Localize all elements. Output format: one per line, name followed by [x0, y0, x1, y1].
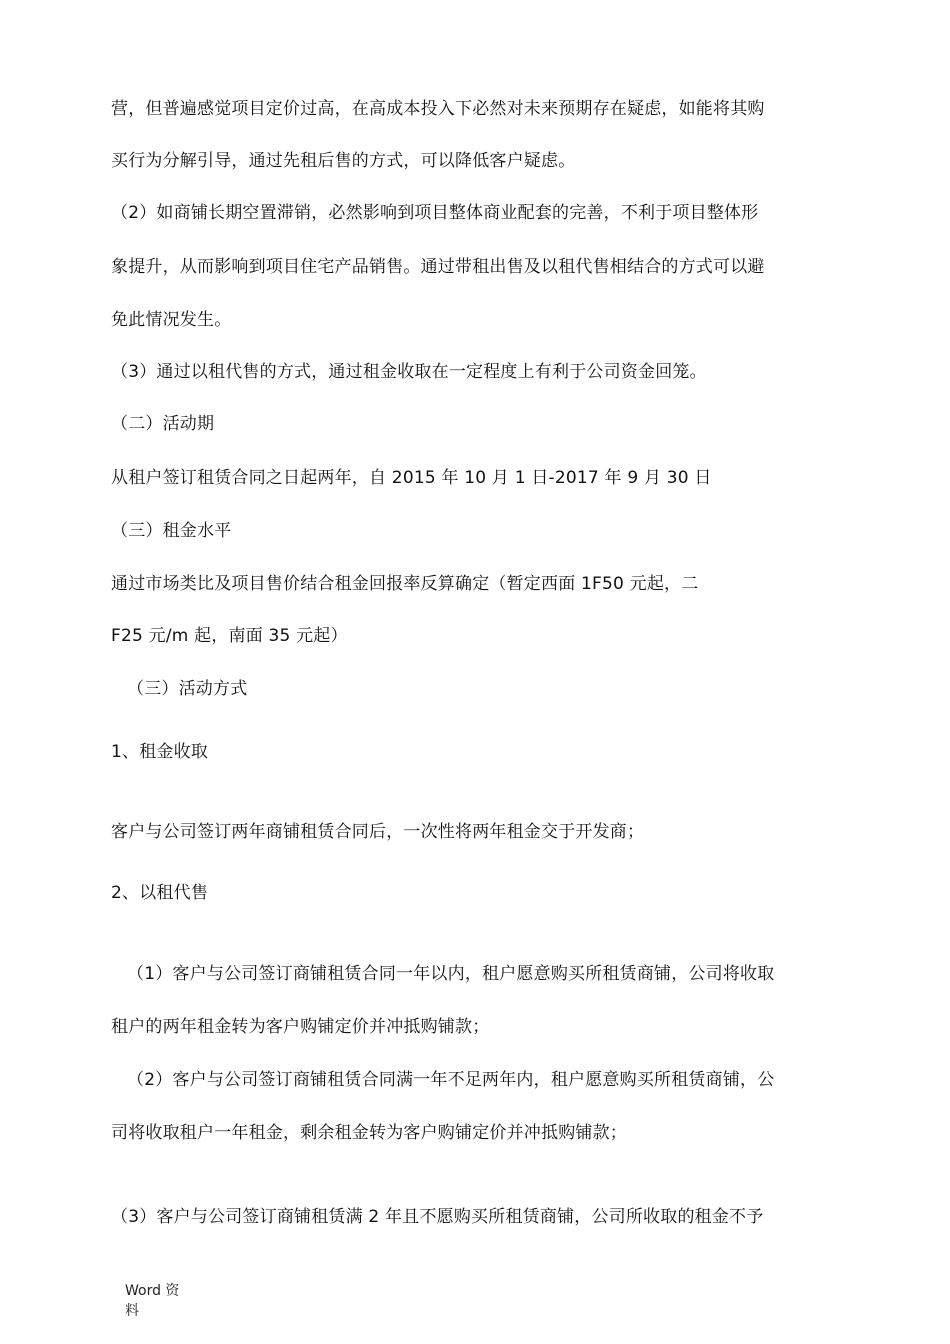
- paragraph-line: 通过市场类比及项目售价结合租金回报率反算确定（暂定西面 1F50 元起，二: [111, 574, 699, 594]
- subsection-heading: 2、以租代售: [111, 883, 209, 903]
- paragraph-line: 客户与公司签订两年商铺租赁合同后，一次性将两年租金交于开发商；: [111, 822, 645, 842]
- paragraph-line: （1）客户与公司签订商铺租赁合同一年以内，租户愿意购买所租赁商铺，公司将收取: [127, 964, 775, 984]
- paragraph-line: （2）如商铺长期空置滞销，必然影响到项目整体商业配套的完善，不利于项目整体形: [111, 203, 759, 223]
- paragraph-line: 免此情况发生。: [111, 310, 232, 330]
- paragraph-line: 买行为分解引导，通过先租后售的方式，可以降低客户疑虑。: [111, 151, 576, 171]
- subsection-heading: 1、租金收取: [111, 742, 209, 762]
- paragraph-line: 租户的两年租金转为客户购铺定价并冲抵购铺款；: [111, 1017, 490, 1037]
- paragraph-line: F25 元/m 起，南面 35 元起）: [111, 626, 348, 646]
- paragraph-line: 象提升，从而影响到项目住宅产品销售。通过带租出售及以租代售相结合的方式可以避: [111, 257, 765, 277]
- paragraph-line: （2）客户与公司签订商铺租赁合同满一年不足两年内，租户愿意购买所租赁商铺，公: [127, 1070, 775, 1090]
- section-heading: （三）租金水平: [111, 521, 232, 541]
- footer-line: Word 资: [125, 1283, 180, 1299]
- paragraph-line: 营，但普遍感觉项目定价过高，在高成本投入下必然对未来预期存在疑虑，如能将其购: [111, 99, 765, 119]
- paragraph-line: 司将收取租户一年租金，剩余租金转为客户购铺定价并冲抵购铺款；: [111, 1123, 627, 1143]
- paragraph-line: 从租户签订租赁合同之日起两年，自 2015 年 10 月 1 日-2017 年 9 月 30 日: [111, 468, 712, 488]
- paragraph-line: （3）客户与公司签订商铺租赁满 2 年且不愿购买所租赁商铺，公司所收取的租金不予: [111, 1207, 764, 1227]
- paragraph-line: （3）通过以租代售的方式，通过租金收取在一定程度上有利于公司资金回笼。: [111, 362, 707, 382]
- section-heading: （三）活动方式: [127, 679, 248, 699]
- footer-line: 料: [125, 1303, 139, 1319]
- section-heading: （二）活动期: [111, 414, 215, 434]
- page-footer: [125, 1281, 179, 1321]
